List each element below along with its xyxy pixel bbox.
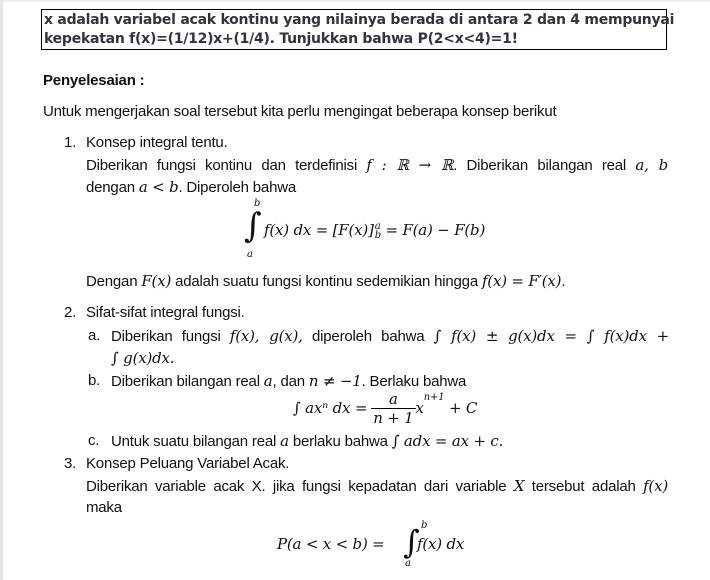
formula-1-sup: a [374,221,381,233]
item-1-text-3c: . [561,273,566,290]
item-2b-math-n-neq: n ≠ −1 [308,372,362,390]
item-1-math-a-less-b: a < b [138,178,179,196]
item-1-math-derivative: f(x) = F′(x) [481,272,562,290]
item-3-math-fx: f(x) [643,477,668,495]
item-1-text-line-2 [86,178,296,196]
item-2a-line-1 [111,327,669,345]
item-2a-math-fg: f(x), g(x), [229,327,303,345]
item-2a-line-2: ∫ g(x)dx. [111,349,175,367]
page-top-edge [0,0,710,2]
item-1-text-3b: adalah suatu fungsi kontinu sedemikian hingga [175,273,478,290]
item-2c-math-constant-rule: ∫ adx = ax + c. [391,432,504,450]
integral-sign-icon-2: ∫ [403,523,420,561]
item-2b-text-c: . Berlaku bahwa [361,373,467,390]
fraction-numerator: a [371,390,415,409]
formula-power-rule [293,389,477,427]
formula-power-tail: + C [444,399,478,418]
item-1-math-f-mapping: f : ℝ → ℝ [366,156,454,174]
item-1-text-2a: dengan [86,179,135,196]
item-1-text-line-3 [86,272,565,290]
item-1-title: Konsep integral tentu. [86,134,228,151]
question-line-1: x adalah variabel acak kontinu yang nilainya berada di antara 2 dan 4 mempunyai [44,12,675,28]
item-1-text-line-1 [86,156,668,174]
item-2b-text-a: Diberikan bilangan real [111,373,260,390]
formula-1-rest: = F(a) − F(b) [380,221,486,239]
formula-power-base: x [415,399,424,418]
integral-sign-icon: ∫ [244,206,262,246]
item-2a-text-a: Diberikan fungsi [111,328,221,345]
question-box [41,9,675,50]
formula-3-upper-limit: b [421,520,428,531]
solution-heading: Penyelesaian : [43,72,145,89]
item-2b-text-b: , dan [272,373,305,390]
item-1-text-1b: . Diberikan bilangan real [453,157,627,174]
item-2-number: 2. [64,304,77,321]
item-3-text-1a: Diberikan variable acak X. jika fungsi kepadatan dari variable [86,478,507,495]
formula-1-upper-limit: b [254,198,261,209]
item-2b-line-1 [111,372,466,390]
item-2b-math-a: a [263,372,273,390]
item-1-number: 1. [64,134,77,151]
item-3-line-1 [86,477,668,495]
item-2b-letter: b. [88,372,101,389]
formula-power-fraction [371,390,415,427]
formula-1-body: f(x) dx = [F(x)] [264,221,374,239]
item-1-math-ab: a, b [635,156,669,174]
item-1-text-3a: Dengan [86,273,138,290]
formula-3-lower-limit: a [405,558,411,569]
item-2c-line [111,432,503,450]
item-2-title: Sifat-sifat integral fungsi. [86,304,245,321]
item-3-text-1b: tersebut adalah [531,478,636,495]
formula-3-left: P(a < x < b) = [277,535,385,553]
formula-3-body: f(x) dx [417,535,465,553]
item-3-title: Konsep Peluang Variabel Acak. [86,455,290,472]
question-line-2: kepekatan f(x)=(1/12)x+(1/4). Tunjukkan bahwa P(2<x<4)=1! [44,31,518,47]
item-2a-text-b: diperoleh bahwa [312,328,425,345]
formula-1-sub: b [374,230,381,242]
item-2c-letter: c. [88,432,100,449]
item-3-number: 3. [64,455,77,472]
item-1-math-Fx: F(x) [141,272,172,290]
item-3-math-X: X [513,477,525,495]
formula-1-lower-limit: a [247,249,253,260]
page-left-edge [0,0,3,580]
item-2a-letter: a. [88,327,101,344]
formula-power-exponent: n+1 [423,392,445,403]
item-2c-text-a: Untuk suatu bilangan real [111,433,277,450]
item-2a-math-sum-rule: ∫ f(x) ± g(x)dx = ∫ f(x)dx + [433,327,670,345]
item-1-text-1a: Diberikan fungsi kontinu dan terdefinisi [86,157,358,174]
item-2c-math-a: a [280,432,289,450]
solution-intro: Untuk mengerjakan soal tersebut kita perlu mengingat beberapa konsep berikut [43,103,557,120]
formula-power-left: ∫ axⁿ dx = [293,399,368,418]
formula-1 [264,221,485,240]
item-3-line-2: maka [86,499,122,516]
item-1-text-2b: . Diperoleh bahwa [178,179,296,196]
fraction-denominator: n + 1 [373,408,414,427]
item-2c-text-b: berlaku bahwa [292,433,388,450]
